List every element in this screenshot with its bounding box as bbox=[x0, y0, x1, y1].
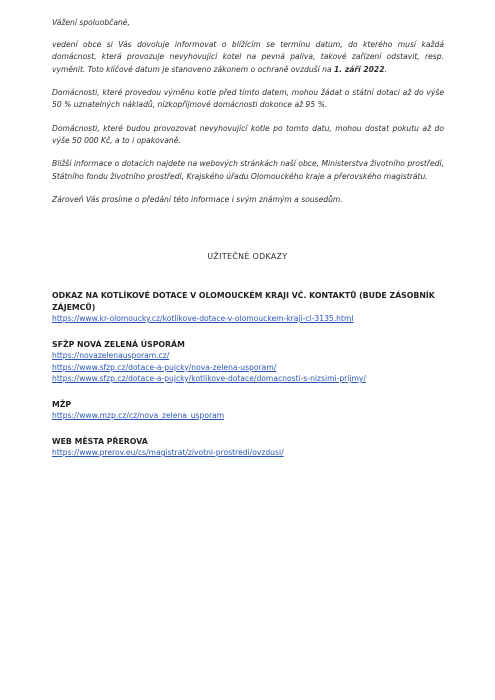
link-group-heading: ODKAZ NA KOTLÍKOVÉ DOTACE V OLOMOUCKÉM KRAJI VČ. KONTAKTŮ (BUDE ZÁSOBNÍK ZÁJEMCŮ) bbox=[52, 291, 435, 312]
paragraph-deadline bbox=[52, 39, 444, 77]
link-group-heading: MŽP bbox=[52, 399, 72, 409]
link-prerov[interactable]: https://www.prerov.eu/cs/magistrat/zivotni-prostredi/ovzdusi/ bbox=[52, 448, 284, 457]
link-group-sfzp bbox=[52, 339, 452, 385]
link-mzp[interactable]: https://www.mzp.cz/cz/nova_zelena_usporam bbox=[52, 411, 225, 420]
deadline-date: 1. září 2022 bbox=[334, 64, 385, 74]
paragraph-fine: Domácnosti, které budou provozovat nevyhovující kotle po tomto datu, mohou dostat pokutu až do výše 50 000 Kč, a to i opakovaně. bbox=[52, 123, 444, 146]
useful-links-section bbox=[52, 290, 452, 473]
link-group-heading: WEB MĚSTA PŘEROVA bbox=[52, 436, 148, 446]
paragraph-deadline-text: vedení obce si Vás dovoluje informovat o blížícím se termínu datum, do kterého musí každá domácnost, která provozuje nevyhovující kotel na pevná paliva, takové zařízení odstavit, resp. vyměnit. Toto klíčové datum je stanoveno zákonem o ochraně ovzduší na bbox=[52, 39, 444, 74]
link-kr-olomoucky[interactable]: https://www.kr-olomoucky.cz/kotlikove-dotace-v-olomouckem-kraji-cl-3135.html bbox=[52, 314, 354, 323]
greeting: Vážení spoluobčané, bbox=[52, 18, 130, 27]
paragraph-request: Zároveň Vás prosíme o předání této informace i svým známým a sousedům. bbox=[52, 194, 343, 204]
link-group-olomouc-region bbox=[52, 290, 452, 325]
useful-links-title: UŽITEČNÉ ODKAZY bbox=[207, 252, 288, 261]
letter-body bbox=[52, 17, 444, 217]
paragraph-info: Bližší informace o dotacích najdete na webových stránkách naší obce, Ministerstva životního prostředí, Státního fondu životního prostředí, Krajského úřadu Olomouckého kraje a přerovského magistrátu. bbox=[52, 159, 444, 181]
link-group-heading: SFŽP NOVÁ ZELENÁ ÚSPORÁM bbox=[52, 339, 185, 349]
link-sfzp-nova-zelena[interactable]: https://www.sfzp.cz/dotace-a-pujcky/nova-zelena-usporam/ bbox=[52, 362, 277, 372]
paragraph-deadline-end: . bbox=[384, 64, 387, 74]
link-sfzp-kotlikove[interactable]: https://www.sfzp.cz/dotace-a-pujcky/kotlikove-dotace/domacnosti-s-nizsimi-prijmy/ bbox=[52, 374, 366, 383]
paragraph-subsidy: Domácnosti, které provedou výměnu kotle před tímto datem, mohou žádat o státní dotaci až do výše 50 % uznatelných nákladů, nízkopříjmové domácnosti dokonce až 95 %. bbox=[52, 87, 444, 110]
link-group-prerov bbox=[52, 436, 452, 459]
link-group-mzp bbox=[52, 399, 452, 422]
link-novazelenausporam[interactable]: https://novazelenausporam.cz/ bbox=[52, 351, 170, 360]
